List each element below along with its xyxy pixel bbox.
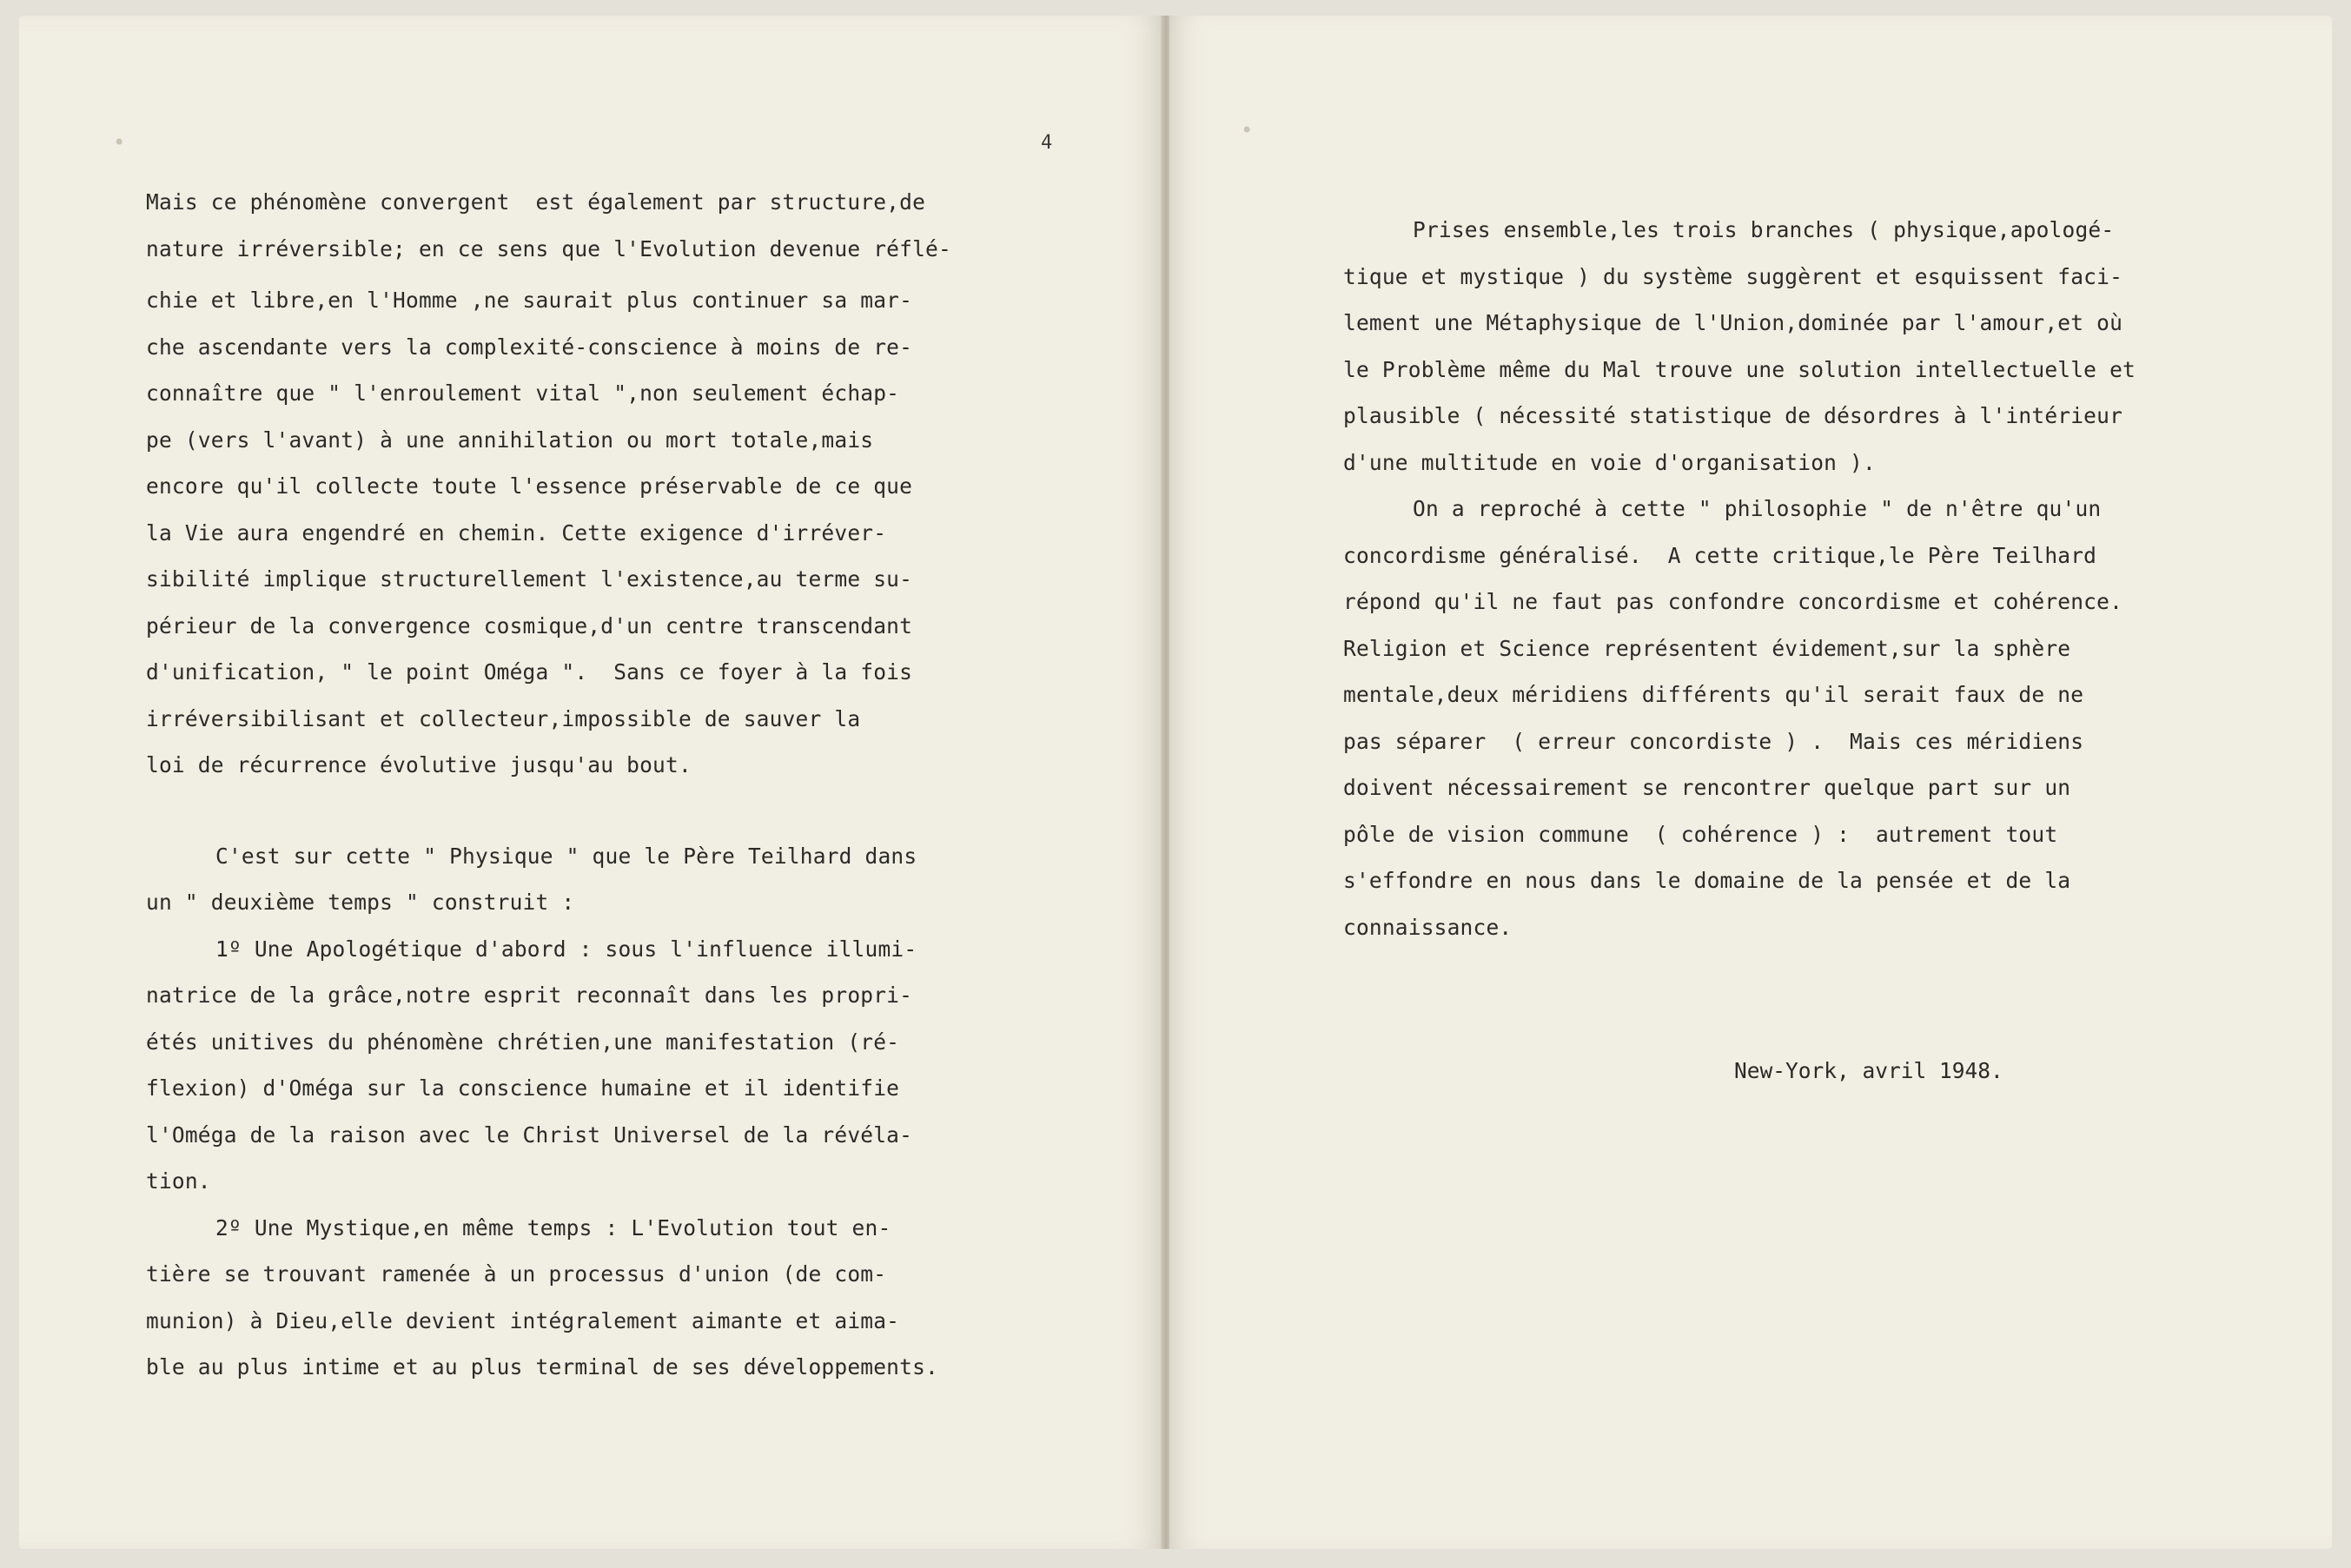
text-line: Prises ensemble,les trois branches ( physique,apologé- [1413,217,2115,242]
text-line: d'unification, " le point Oméga ". Sans ce foyer à la fois [146,659,913,685]
show-through-mark: • [113,130,126,155]
text-line: sibilité implique structurellement l'existence,au terme su- [146,566,913,592]
text-line: répond qu'il ne faut pas confondre concordisme et cohérence. [1343,589,2123,614]
text-line: flexion) d'Oméga sur la conscience humaine et il identifie [146,1075,900,1101]
text-line: connaître que " l'enroulement vital ",non seulement échap- [146,380,900,406]
text-line: C'est sur cette " Physique " que le Père Teilhard dans [215,843,917,869]
show-through-mark: • [1241,118,1254,142]
text-line: munion) à Dieu,elle devient intégralement aimante et aima- [146,1307,900,1333]
text-line: tion. [146,1168,211,1194]
text-line: nature irréversible; en ce sens que l'Evolution devenue réflé- [146,235,951,261]
text-line: pôle de vision commune ( cohérence ) : autrement tout [1343,821,2058,847]
text-line: ble au plus intime et au plus terminal de ses développements. [146,1354,938,1379]
right-page-text [1343,207,2212,950]
text-line: plausible ( nécessité statistique de désordres à l'intérieur [1343,403,2123,428]
text-line: concordisme généralisé. A cette critique,le Père Teilhard [1343,542,2097,568]
text-line: encore qu'il collecte toute l'essence préservable de ce que [146,473,913,499]
text-line: s'effondre en nous dans le domaine de la pensée et de la [1343,868,2071,893]
text-line: lement une Métaphysique de l'Union,dominée par l'amour,et où [1343,310,2123,335]
text-line: l'Oméga de la raison avec le Christ Universel de la révéla- [146,1121,913,1148]
text-line: d'une multitude en voie d'organisation ). [1343,449,1876,475]
text-line: étés unitives du phénomène chrétien,une manifestation (ré- [146,1029,900,1055]
page-number: 4 [1041,132,1053,154]
text-line: irréversibilisant et collecteur,impossible de sauver la [146,705,861,731]
text-line: Religion et Science représentent évidement,sur la sphère [1343,635,2071,661]
text-line: doivent nécessairement se rencontrer quelque part sur un [1343,775,2071,800]
text-line: che ascendante vers la complexité-conscience à moins de re- [146,334,913,360]
text-line: périeur de la convergence cosmique,d'un centre transcendant [146,612,913,638]
text-line: connaissance. [1343,914,1513,940]
text-line: le Problème même du Mal trouve une solution intellectuelle et [1343,356,2136,382]
text-line: la Vie aura engendré en chemin. Cette exigence d'irréver- [146,519,887,546]
text-line: On a reproché à cette " philosophie " de n'être qu'un [1413,496,2102,521]
text-line: loi de récurrence évolutive jusqu'au bout. [146,752,692,777]
text-line: pe (vers l'avant) à une annihilation ou mort totale,mais [146,427,874,453]
text-line: 1º Une Apologétique d'abord : sous l'influence illumi- [215,936,917,962]
text-line: tière se trouvant ramenée à un processus d'union (de com- [146,1261,887,1287]
text-line: mentale,deux méridiens différents qu'il serait faux de ne [1343,682,2084,707]
text-line: un " deuxième temps " construit : [146,890,575,915]
left-page-text [146,179,1015,1391]
text-line: natrice de la grâce,notre esprit reconnaît dans les propri- [146,982,913,1008]
text-line: 2º Une Mystique,en même temps : L'Evolution tout en- [215,1214,891,1241]
text-line: tique et mystique ) du système suggèrent et esquissent faci- [1343,263,2123,289]
text-line: pas séparer ( erreur concordiste ) . Mais ces méridiens [1343,728,2084,754]
text-line: chie et libre,en l'Homme ,ne saurait plus continuer sa mar- [146,288,913,313]
text-line: Mais ce phénomène convergent est également par structure,de [146,189,926,215]
signature-place-date: New-York, avril 1948. [1734,1058,2003,1083]
